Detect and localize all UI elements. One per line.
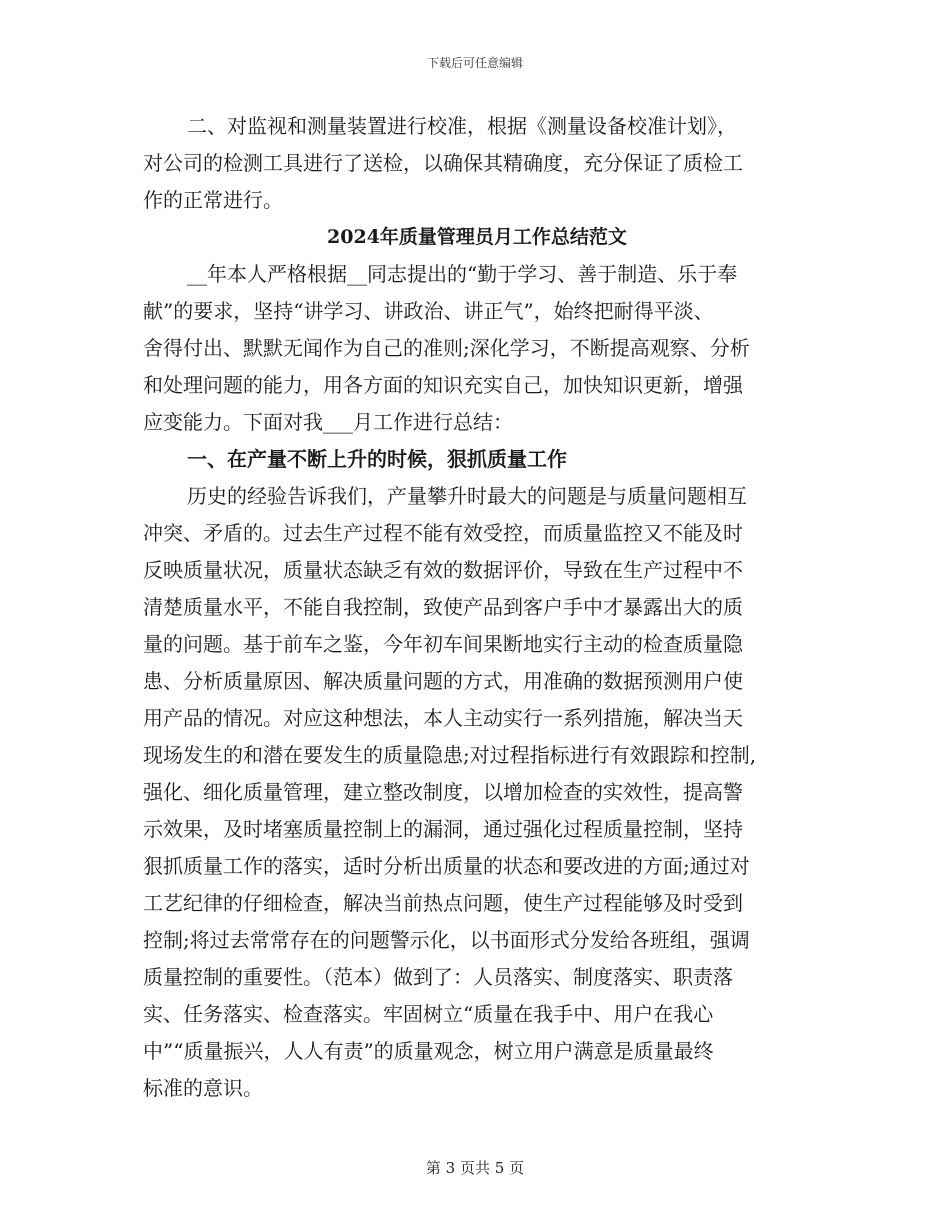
- page-footer: 第 3 页共 5 页: [425, 1159, 525, 1177]
- paragraph-line: 强化、细化质量管理，建立整改制度，以增加检查的实效性，提高警: [143, 780, 743, 804]
- paragraph-line: 量的问题。基于前车之鉴，今年初车间果断地实行主动的检查质量隐: [143, 632, 743, 656]
- paragraph-line: __年本人严格根据__同志提出的“勤于学习、善于制造、乐于奉: [187, 262, 738, 286]
- paragraph-line: 患、分析质量原因、解决质量问题的方式，用准确的数据预测用户使: [143, 669, 743, 693]
- paragraph-line: 清楚质量水平，不能自我控制，致使产品到客户手中才暴露出大的质: [143, 595, 743, 619]
- paragraph-line: 示效果，及时堵塞质量控制上的漏洞，通过强化过程质量控制，坚持: [143, 817, 743, 841]
- document-body: [143, 108, 823, 1107]
- paragraph-line: 舍得付出、默默无闻作为自己的准则;深化学习，不断提高观察、分析: [143, 336, 750, 360]
- paragraph-line: 中”“质量振兴，人人有责”的质量观念，树立用户满意是质量最终: [143, 1039, 714, 1063]
- paragraph-line: 工艺纪律的仔细检查，解决当前热点问题，使生产过程能够及时受到: [143, 891, 743, 915]
- paragraph-line: 用产品的情况。对应这种想法，本人主动实行一系列措施，解决当天: [143, 706, 743, 730]
- paragraph-line: 历史的经验告诉我们，产量攀升时最大的问题是与质量问题相互: [187, 484, 747, 508]
- paragraph-line: 和处理问题的能力，用各方面的知识充实自己，加快知识更新，增强: [143, 373, 743, 397]
- paragraph-line: 实、任务落实、检查落实。牢固树立“质量在我手中、用户在我心: [143, 1002, 714, 1026]
- paragraph-line: 控制;将过去常常存在的问题警示化，以书面形式分发给各班组，强调: [143, 928, 750, 952]
- paragraph-line: 质量控制的重要性。（范本）做到了：人员落实、制度落实、职责落: [143, 965, 733, 989]
- paragraph-line: 作的正常进行。: [143, 188, 283, 212]
- paragraph-line: 二、对监视和测量装置进行校准，根据《测量设备校准计划》，: [187, 114, 737, 138]
- paragraph-line: 现场发生的和潜在要发生的质量隐患;对过程指标进行有效跟踪和控制,: [143, 743, 757, 767]
- paragraph-line: 献”的要求，坚持“讲学习、讲政治、讲正气”，始终把耐得平淡、: [143, 299, 714, 323]
- paragraph-line: 狠抓质量工作的落实，适时分析出质量的状态和要改进的方面;通过对: [143, 854, 750, 878]
- section-heading: 一、在产量不断上升的时候，狠抓质量工作: [187, 447, 567, 471]
- paragraph-line: 应变能力。下面对我___月工作进行总结：: [143, 410, 513, 434]
- document-title: 2024年质量管理员月工作总结范文: [327, 226, 627, 248]
- paragraph-line: 冲突、矛盾的。过去生产过程不能有效受控，而质量监控又不能及时: [143, 521, 743, 545]
- paragraph-line: 对公司的检测工具进行了送检，以确保其精确度，充分保证了质检工: [143, 151, 743, 175]
- paragraph-line: 标准的意识。: [143, 1076, 263, 1100]
- page-header: 下载后可任意编辑: [426, 56, 523, 70]
- paragraph-line: 反映质量状况，质量状态缺乏有效的数据评价，导致在生产过程中不: [143, 558, 743, 582]
